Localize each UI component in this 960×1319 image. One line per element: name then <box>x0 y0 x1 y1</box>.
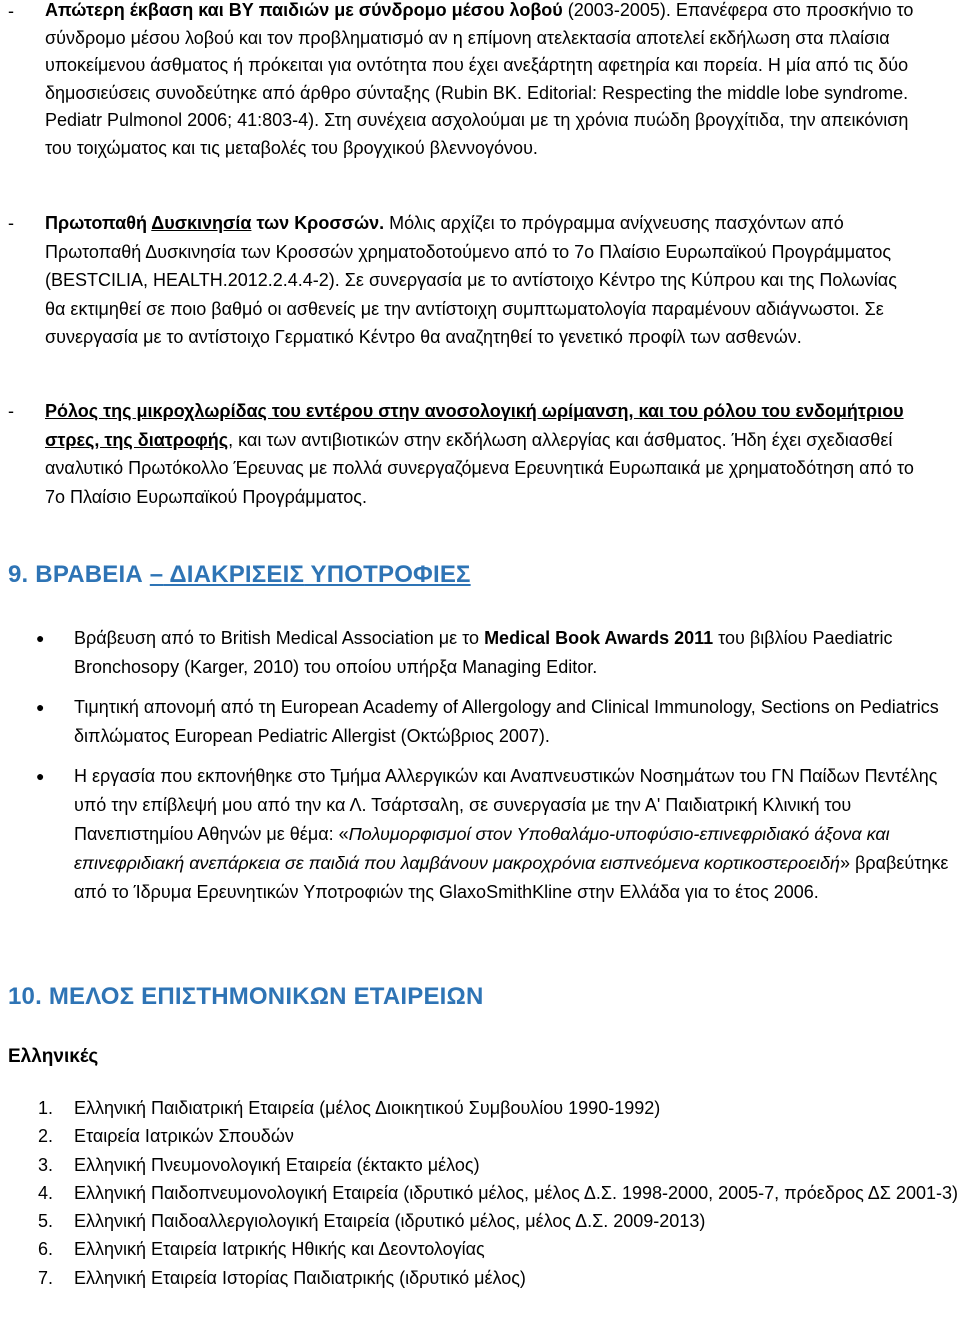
section-9-heading: 9. ΒΡΑΒΕΙΑ – ΔΙΑΚΡΙΣΕΙΣ ΥΠΟΤΡΟΦΙΕΣ <box>8 561 471 588</box>
societies-list <box>0 1094 960 1292</box>
research-item-text <box>45 397 915 511</box>
research-item-text <box>45 209 915 352</box>
list-item: 6. Ελληνική Εταιρεία Ιατρικής Ηθικής και Δεοντολογίας <box>38 1239 485 1260</box>
bullet-dot: ● <box>36 768 45 784</box>
greek-societies-subheading: Ελληνικές <box>8 1046 99 1067</box>
research-item-title: Απώτερη έκβαση και ΒΥ παιδιών με σύνδρομο μέσου λοβού <box>45 0 563 20</box>
research-item-body: (2003-2005). Επανέφερα στο προσκήνιο το σύνδρομο μέσου λοβού και τον προβληματισμό αν η επίμονη ατελεκτασία αποτελεί εκδήλωση στα πλαίσια υποκείμενου άσθματος ή πρόκειται για οντότητα που έχει ανεξάρτητη αφετηρία και πορεία. Η μία από τις δύο δημοσιεύσεις συνοδεύτηκε από άρθρο σύνταξης (Rubin BK. Editorial: Respecting the middle lobe syndrome. Pediatr Pulmonol 2006; 41:803-4). Στη συνέχεια ασχολούμαι με τη χρόνια πυώδη βρογχίτιδα, την απεικόνιση του τοιχώματος και τις μεταβολές του βρογχικού βλεννογόνου. <box>45 0 914 158</box>
award-text: Τιμητική απονομή από τη European Academy of Allergology and Clinical Immunology, Sections on Pediatrics διπλώματος European Pediatric Allergist (Οκτώβριος 2007). <box>74 697 939 746</box>
list-dash: - <box>8 1 14 21</box>
research-item-body: Μόλις αρχίζει το πρόγραμμα ανίχνευσης πασχόντων από Πρωτοπαθή Δυσκινησία των Κροσσών χρηματοδοτούμενο από το 7ο Πλαίσιο Ευρωπαϊκού Προγράμματος (BESTCILIA, HEALTH.2012.2.4.4-2). Σε συνεργασία με το αντίστοιχο Κέντρο της Κύπρου και της Πολωνίας θα εκτιμηθεί σε ποιο βαθμό οι ασθενείς με την αντίστοιχη συμπτωματολογία παραμένουν αδιάγνωστοι. Σε συνεργασία με το αντίστοιχο Γερματικό Κέντρο θα αναζητηθεί το γενετικό προφίλ των ασθενών. <box>45 213 897 347</box>
award-item <box>0 624 960 682</box>
award-item <box>0 693 960 751</box>
list-item: 2. Εταιρεία Ιατρικών Σπουδών <box>38 1126 294 1147</box>
list-item: 3. Ελληνική Πνευμονολογική Εταιρεία (έκτακτο μέλος) <box>38 1154 480 1175</box>
list-item: 4. Ελληνική Παιδοπνευμονολογική Εταιρεία (ιδρυτικό μέλος, μέλος Δ.Σ. 1998-2000, 2005-7, πρόεδρος ΔΣ 2001-3) <box>38 1182 958 1203</box>
list-item: 7. Ελληνική Εταιρεία Ιστορίας Παιδιατρικής (ιδρυτικό μέλος) <box>38 1267 526 1288</box>
list-item: 5. Ελληνική Παιδοαλλεργιολογική Εταιρεία (ιδρυτικό μέλος, μέλος Δ.Σ. 2009-2013) <box>38 1211 706 1232</box>
list-dash: - <box>8 401 14 421</box>
list-dash: - <box>8 213 14 233</box>
research-item-middle-lobe <box>0 0 960 162</box>
list-item: 1. Ελληνική Παιδιατρική Εταιρεία (μέλος Διοικητικού Συμβουλίου 1990-1992) <box>38 1098 661 1118</box>
research-item-microbiota <box>0 397 960 511</box>
research-item-title: Ρόλος της μικροχλωρίδας του εντέρου στην ανοσολογική ωρίμανση, και του ρόλου του ενδομήτριου στρες, της διατροφής <box>45 401 904 450</box>
research-item-ciliary-dyskinesia <box>0 209 960 352</box>
research-item-body: , και των αντιβιοτικών στην εκδήλωση αλλεργίας και άσθματος. Ήδη έχει σχεδιασθεί αναλυτικό Πρωτόκολλο Έρευνας με πολλά συνεργαζόμενα Ερευνητικά Ευρωπαικά με χρηματοδότηση από το 7ο Πλαίσιο Ευρωπαϊκού Προγράμματος. <box>45 429 914 507</box>
awards-list <box>0 624 960 907</box>
award-text: Η εργασία που εκπονήθηκε στο Τμήμα Αλλεργικών και Αναπνευστικών Νοσημάτων του ΓΝ Παίδων Πεντέλης υπό την επίβλεψή μου από την κα Λ. Τσάρτσαλη, σε συνεργασία με την Α' Παιδιατρική Κλινική του Πανεπιστημίου Αθηνών με θέμα: «Πολυμορφισμοί στον Υποθαλάμο-υποφύσιο-επινεφριδιακό άξονα και επινεφριδιακή ανεπάρκεια σε παιδιά που λαμβάνουν μακροχρόνια εισπνεόμενα κορτικοστεροειδή» βραβεύτηκε από το Ίδρυμα Ερευνητικών Υποτροφιών της GlaxoSmithKline στην Ελλάδα για το έτος 2006. <box>74 766 949 902</box>
bullet-dot: ● <box>36 699 45 715</box>
research-item-title: Πρωτοπαθή Δυσκινησία των Κροσσών. <box>45 213 385 233</box>
award-text: Βράβευση από το British Medical Association με το Medical Book Awards 2011 του βιβλίου Paediatric Bronchosopy (Karger, 2010) του οποίου υπήρξα Managing Editor. <box>74 628 893 677</box>
research-item-text <box>45 0 915 162</box>
award-item <box>0 762 960 907</box>
bullet-dot: ● <box>36 630 45 646</box>
section-10-heading: 10. ΜΕΛΟΣ ΕΠΙΣΤΗΜΟΝΙΚΩΝ ΕΤΑΙΡΕΙΩΝ <box>8 983 484 1010</box>
